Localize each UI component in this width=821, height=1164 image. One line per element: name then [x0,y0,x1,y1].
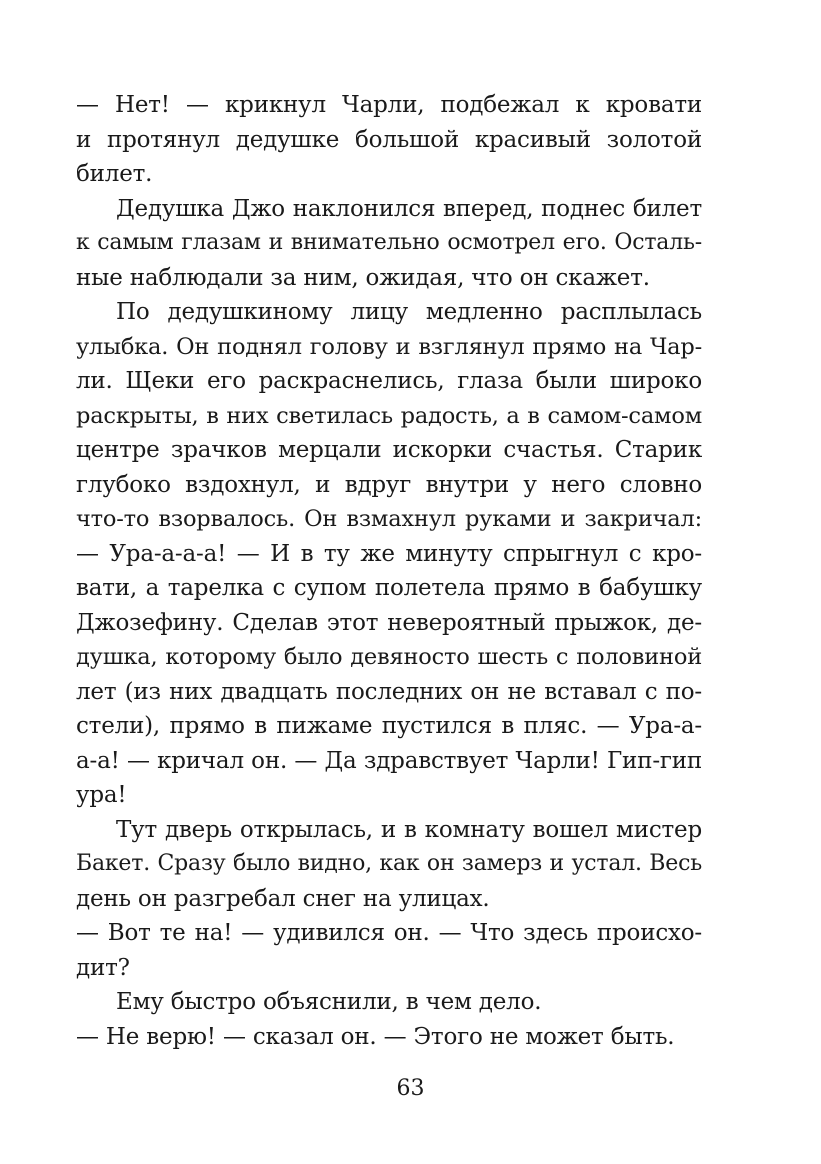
text-line: стели), прямо в пижаме пустился в пляс. — Ура-а- [76,713,702,739]
text-line: Бакет. Сразу было видно, как он замерз и устал. Весь [76,851,702,876]
text-line: Джозефину. Сделав этот невероятный прыжок, де- [76,609,702,636]
text-line: ура! [76,782,127,808]
text-line: — Ура-а-а-а! — И в ту же минуту спрыгнул с кро- [76,540,702,567]
text-line: — Нет! — крикнул Чарли, подбежал к кровати [76,92,702,118]
text-line: ные наблюдали за ним, ожидая, что он скажет. [76,264,650,291]
text-line: вати, а тарелка с супом полетела прямо в бабушку [76,575,702,601]
text-line: улыбка. Он поднял голову и взглянул прямо на Чар- [76,333,702,360]
page-body [76,88,702,1054]
text-line: раскрыты, в них светилась радость, а в самом-самом [76,402,702,429]
text-line: к самым глазам и внимательно осмотрел его. Осталь- [76,230,702,255]
text-line: глубоко вздохнул, и вдруг внутри у него словно [76,471,702,498]
text-line: — Не верю! — сказал он. — Этого не может быть. [76,1023,675,1050]
text-line: что-то взорвалось. Он взмахнул руками и закричал: [76,506,702,532]
text-line: а-а! — кричал он. — Да здравствует Чарли! Гип-гип [76,747,702,774]
text-line: По дедушкиному лицу медленно расплылась [116,299,702,325]
text-line: Ему быстро объяснили, в чем дело. [116,989,542,1015]
text-line: центре зрачков мерцали искорки счастья. Старик [76,437,702,463]
text-line: дит? [76,954,130,981]
page-number: 63 [396,1076,425,1101]
text-line: — Вот те на! — удивился он. — Что здесь происхо- [76,920,702,946]
text-line: Дедушка Джо наклонился вперед, поднес билет [116,195,702,222]
text-line: лет (из них двадцать последних он не вставал с по- [76,678,702,705]
text-line: билет. [76,161,153,187]
text-line: и протянул дедушке большой красивый золотой [76,126,702,153]
text-line: день он разгребал снег на улицах. [76,885,490,912]
text-line: душка, которому было девяносто шесть с половиной [76,644,702,670]
text-line: ли. Щеки его раскраснелись, глаза были широко [76,368,702,394]
text-line: Тут дверь открылась, и в комнату вошел мистер [116,816,702,843]
